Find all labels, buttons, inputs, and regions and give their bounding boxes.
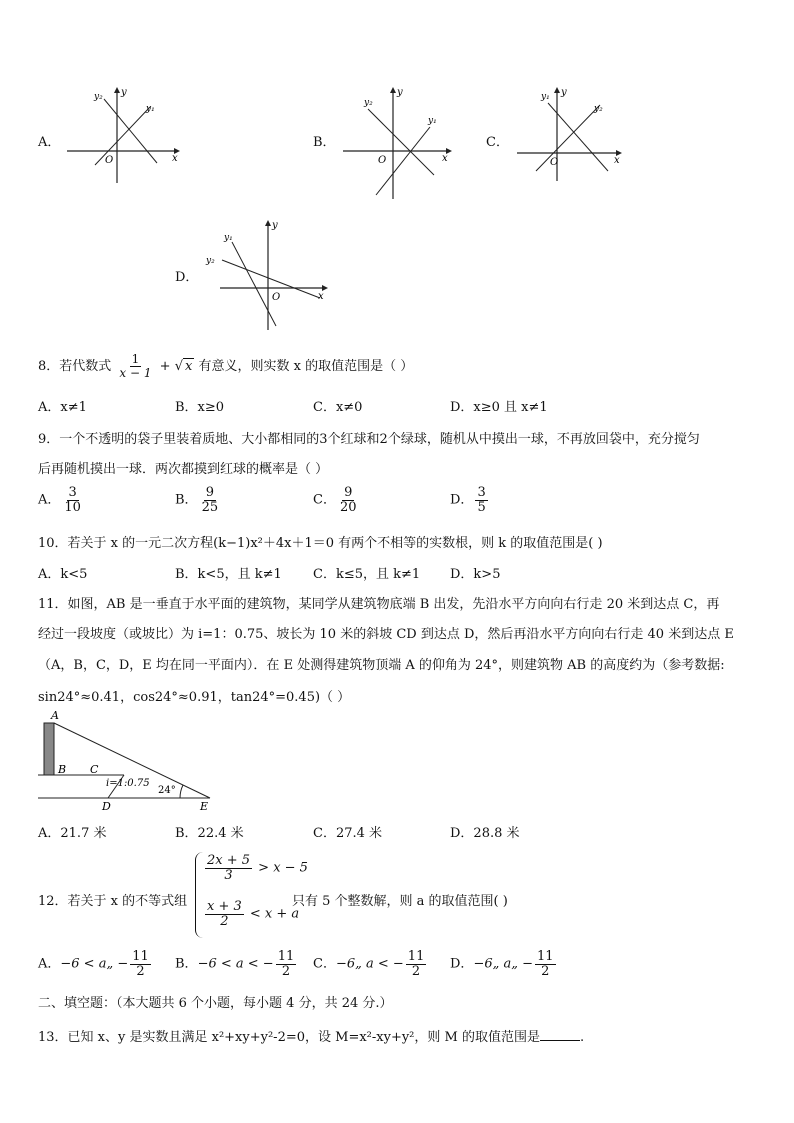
q12-suffix: 只有 5 个整数解，则 a 的取值范围( ) bbox=[292, 894, 508, 909]
q12-d-letter: D． bbox=[450, 956, 474, 972]
q11-line3: （A，B，C，D，E 均在同一平面内）．在 E 处测得建筑物顶端 A 的仰角为 24°，则建筑物 AB 的高度约为（参考数据: bbox=[38, 658, 725, 673]
section-2-heading: 二、填空题：（本大题共 6 个小题，每小题 4 分，共 24 分.） bbox=[38, 996, 393, 1011]
q11-option-b: B．22.4 米 bbox=[175, 826, 244, 841]
graph-option-d bbox=[200, 218, 330, 332]
graph-a-line1-label: y₂ bbox=[94, 92, 103, 102]
q9-d-num: 3 bbox=[477, 485, 486, 500]
q9-option-b bbox=[175, 486, 222, 514]
q11-option-a: A．21.7 米 bbox=[38, 826, 107, 841]
graph-a-line2-label: y₁ bbox=[146, 104, 155, 114]
q11-option-d: D．28.8 米 bbox=[450, 826, 520, 841]
q12-inequality-1 bbox=[203, 854, 308, 882]
q8-option-b: B．x≥0 bbox=[175, 400, 225, 415]
q8-option-c: C．x≠0 bbox=[313, 400, 363, 415]
q9-option-c-letter: C． bbox=[313, 492, 336, 508]
q12-ineq1-rest: > x − 5 bbox=[258, 860, 308, 876]
q12-option-c bbox=[313, 950, 428, 978]
q9-option-a bbox=[38, 486, 85, 514]
q9-option-b-fraction bbox=[200, 486, 221, 514]
option-d-label: D． bbox=[175, 270, 199, 285]
q12-a-num: 11 bbox=[132, 949, 149, 964]
q12-prefix: 12．若关于 x 的不等式组 bbox=[38, 894, 188, 909]
graph-d-x-label: x bbox=[318, 291, 324, 302]
q9-c-den: 20 bbox=[339, 499, 357, 515]
q8-option-a: A．x≠1 bbox=[38, 400, 87, 415]
graph-c-origin-label: O bbox=[550, 157, 559, 168]
q12-ineq2-fraction bbox=[205, 900, 244, 928]
q10-option-c: C．k≤5，且 k≠1 bbox=[313, 567, 421, 582]
q9-a-den: 10 bbox=[64, 499, 81, 515]
q11-label-a: A bbox=[51, 709, 59, 722]
q12-ineq1-fraction bbox=[205, 854, 252, 882]
q12-d-den: 2 bbox=[541, 963, 550, 979]
graph-option-b bbox=[338, 85, 458, 205]
q9-line1: 9．一个不透明的袋子里装着质地、大小都相同的3个红球和2个绿球，随机从中摸出一球，不再放回袋中，充分搅匀 bbox=[38, 432, 700, 447]
q9-a-num: 3 bbox=[68, 485, 77, 500]
graph-b-origin-label: O bbox=[378, 155, 387, 166]
q9-option-a-letter: A． bbox=[38, 492, 61, 508]
q11-line2: 经过一段坡度（或坡比）为 i=1：0.75、坡长为 10 米的斜坡 CD 到达点 D，然后再沿水平方向向右行走 40 米到达点 E bbox=[38, 627, 734, 642]
q9-option-b-letter: B． bbox=[175, 492, 198, 508]
q9-c-num: 9 bbox=[344, 485, 353, 500]
q12-c-left: −6„ a < − bbox=[335, 956, 404, 972]
q11-label-b: B bbox=[58, 763, 67, 776]
q11-label-c: C bbox=[90, 763, 99, 776]
q12-ineq2-num: x + 3 bbox=[207, 899, 242, 914]
q12-c-fraction bbox=[406, 950, 427, 978]
q9-option-d-letter: D． bbox=[450, 492, 474, 508]
q8-fraction-numerator: 1 bbox=[131, 352, 140, 367]
q8-prefix: 8．若代数式 bbox=[38, 359, 112, 374]
graph-c-x-label: x bbox=[614, 155, 620, 166]
q12-b-fraction bbox=[276, 950, 297, 978]
graph-d-y-label: y bbox=[272, 220, 278, 231]
q12-d-num: 11 bbox=[536, 949, 554, 964]
graph-c-y-label: y bbox=[561, 87, 567, 98]
graph-b-x-label: x bbox=[442, 153, 448, 164]
graph-b-line1-label: y₂ bbox=[364, 98, 373, 108]
question-8 bbox=[38, 352, 413, 382]
q8-fraction-denominator: x − 1 bbox=[119, 366, 152, 380]
q8-sqrt: √ x bbox=[174, 359, 193, 374]
q8-suffix: 有意义，则实数 x 的取值范围是（ ） bbox=[198, 359, 414, 374]
q8-option-d: D．x≥0 且 x≠1 bbox=[450, 400, 548, 415]
q12-d-left: −6„ a„ − bbox=[473, 956, 533, 972]
q9-option-d-fraction bbox=[475, 486, 487, 514]
option-a-label: A． bbox=[38, 135, 61, 150]
graph-d-line2-label: y₂ bbox=[206, 256, 215, 266]
question-13 bbox=[38, 1026, 584, 1045]
q11-line4: sin24°≈0.41，cos24°≈0.91，tan24°=0.45)（ ） bbox=[38, 690, 351, 705]
q11-figure bbox=[36, 706, 216, 812]
q12-b-letter: B． bbox=[175, 956, 198, 972]
q10-option-d: D．k>5 bbox=[450, 567, 501, 582]
q13-end: . bbox=[579, 1030, 585, 1045]
q12-d-fraction bbox=[535, 950, 556, 978]
q9-d-den: 5 bbox=[477, 499, 486, 515]
q9-option-d bbox=[450, 486, 490, 514]
q12-option-a bbox=[38, 950, 153, 978]
q11-option-c: C．27.4 米 bbox=[313, 826, 383, 841]
q11-angle-label: 24° bbox=[158, 785, 176, 796]
q8-sqrt-arg: x bbox=[185, 359, 193, 374]
q13-answer-blank[interactable] bbox=[540, 1028, 580, 1041]
q11-label-d: D bbox=[102, 800, 111, 812]
q12-b-left: −6 < a < − bbox=[197, 956, 274, 972]
q12-ineq2-rest: < x + a bbox=[249, 906, 300, 922]
option-c-label: C． bbox=[486, 135, 509, 150]
q12-b-den: 2 bbox=[281, 963, 291, 979]
graph-option-a bbox=[62, 85, 182, 185]
q12-a-left: −6 < a„ − bbox=[60, 956, 129, 972]
q11-label-e: E bbox=[200, 800, 209, 812]
q12-a-den: 2 bbox=[136, 963, 145, 979]
q11-line1: 11．如图，AB 是一垂直于水平面的建筑物，某同学从建筑物底端 B 出发，先沿水平方向向右行走 20 米到达点 C，再 bbox=[38, 597, 720, 612]
q12-b-num: 11 bbox=[277, 949, 295, 964]
q12-a-fraction bbox=[130, 950, 151, 978]
graph-b-y-label: y bbox=[397, 87, 403, 98]
graph-d-line1-label: y₁ bbox=[224, 233, 233, 243]
graph-a-y-label: y bbox=[121, 87, 127, 98]
q12-option-b bbox=[175, 950, 298, 978]
q8-plus: + bbox=[159, 359, 171, 374]
q9-option-c bbox=[313, 486, 361, 514]
q12-a-letter: A． bbox=[38, 956, 61, 972]
q9-line2: 后再随机摸出一球．两次都摸到红球的概率是（ ） bbox=[38, 462, 329, 477]
q12-ineq2-den: 2 bbox=[220, 913, 229, 929]
graph-b-line2-label: y₁ bbox=[428, 116, 437, 126]
graph-c-line1-label: y₁ bbox=[541, 92, 550, 102]
q9-b-den: 25 bbox=[201, 499, 219, 515]
q12-ineq1-num: 2x + 5 bbox=[207, 853, 251, 868]
q12-c-num: 11 bbox=[407, 949, 425, 964]
q9-option-c-fraction bbox=[338, 486, 359, 514]
option-b-label: B． bbox=[313, 135, 336, 150]
q9-b-num: 9 bbox=[205, 485, 214, 500]
q11-slope-label: i=1:0.75 bbox=[106, 778, 150, 789]
graph-c-line2-label: y₂ bbox=[594, 104, 603, 114]
q12-ineq1-den: 3 bbox=[224, 867, 233, 883]
q12-inequality-2 bbox=[203, 900, 299, 928]
q12-c-letter: C． bbox=[313, 956, 336, 972]
graph-option-c bbox=[512, 85, 628, 185]
q12-c-den: 2 bbox=[411, 963, 421, 979]
q12-option-d bbox=[450, 950, 558, 978]
q10-option-a: A．k<5 bbox=[38, 567, 88, 582]
q10-text: 10．若关于 x 的一元二次方程(k−1)x²＋4x＋1＝0 有两个不相等的实数根，则 k 的取值范围是( ) bbox=[38, 536, 603, 551]
q13-text: 13．已知 x、y 是实数且满足 x²+xy+y²-2=0，设 M=x²-xy+y²，则 M 的取值范围是 bbox=[38, 1030, 540, 1045]
q9-option-a-fraction bbox=[62, 486, 83, 514]
q10-option-b: B．k<5，且 k≠1 bbox=[175, 567, 282, 582]
graph-a-origin-label: O bbox=[105, 155, 114, 166]
q8-fraction bbox=[117, 353, 153, 379]
graph-d-origin-label: O bbox=[272, 292, 281, 303]
graph-a-x-label: x bbox=[172, 153, 178, 164]
